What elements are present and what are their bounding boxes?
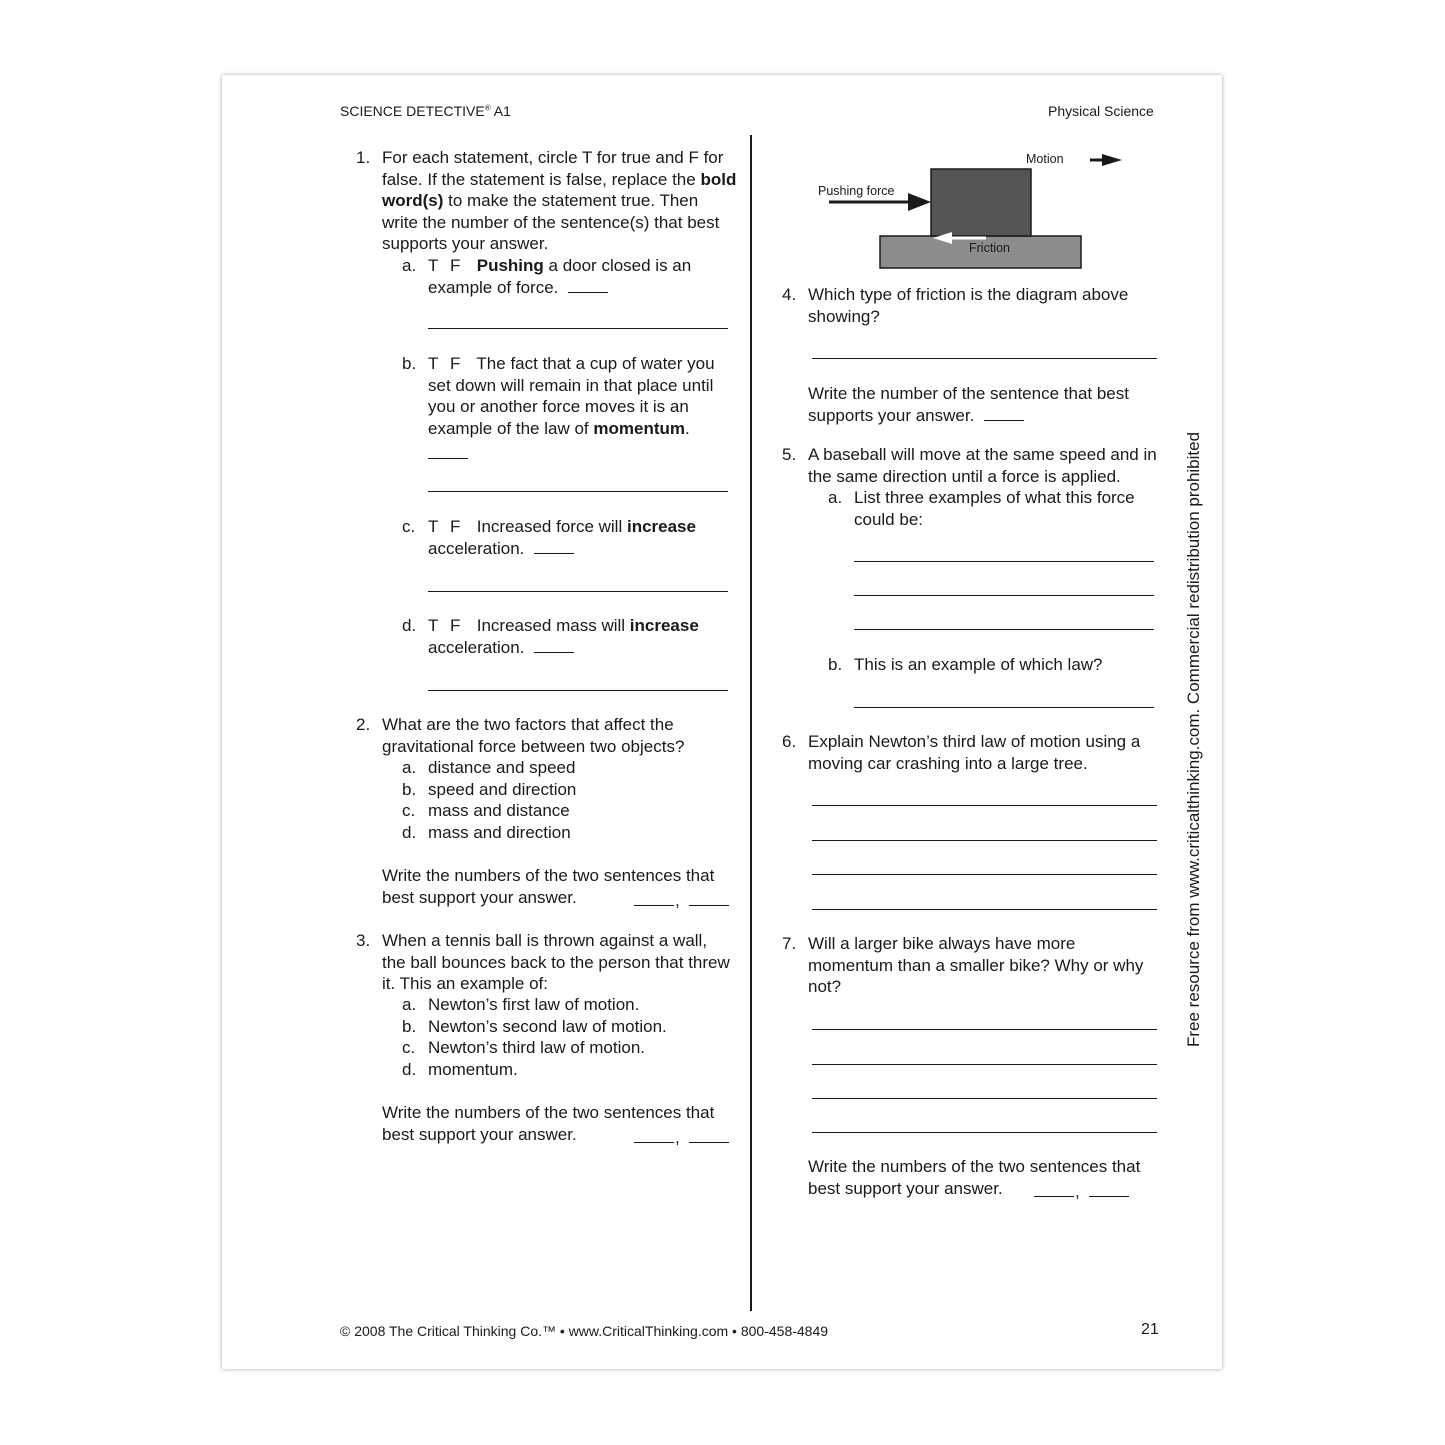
q2-question: What are the two factors that affect the gravitational force between two objects? [382, 715, 685, 756]
q1b-answer-line[interactable] [428, 491, 728, 492]
q1a-false[interactable]: F [450, 256, 461, 275]
copyright-footer: © 2008 The Critical Thinking Co.™ • www.CriticalThinking.com • 800-458-4849 [340, 1323, 829, 1339]
q1-number: 1. [356, 148, 371, 167]
q3b-option[interactable]: Newton’s second law of motion. [428, 1017, 667, 1036]
q7-number: 7. [782, 934, 797, 953]
q3-blank-2[interactable] [689, 1142, 729, 1143]
q7-support-prompt: Write the numbers of the two sentences that [808, 1157, 1141, 1176]
q1d-statement: T F Increased mass will increase acceleration. [428, 616, 699, 657]
q1c-true[interactable]: T [428, 517, 439, 536]
q1b-letter: b. [402, 354, 417, 373]
q1d-answer-line[interactable] [428, 690, 728, 691]
q2c-letter: c. [402, 801, 416, 820]
pushing-force-label: Pushing force [818, 184, 895, 198]
block [931, 169, 1031, 236]
q3a-letter: a. [402, 995, 417, 1014]
q5a-answer-line-2[interactable] [854, 595, 1154, 596]
q5b-answer-line[interactable] [854, 707, 1154, 708]
q6-answer-line-1[interactable] [812, 805, 1157, 806]
q3-number: 3. [356, 931, 371, 950]
q1d-letter: d. [402, 616, 417, 635]
q3c-letter: c. [402, 1038, 416, 1057]
q3b-letter: b. [402, 1017, 417, 1036]
column-divider [750, 135, 752, 1311]
q1c-letter: c. [402, 517, 416, 536]
q3d-option[interactable]: momentum. [428, 1060, 518, 1079]
q5-number: 5. [782, 445, 797, 464]
q1b-sentence-blank[interactable] [428, 458, 468, 459]
q1c-answer-line[interactable] [428, 591, 728, 592]
q1c-statement: T F Increased force will increase acceleration. [428, 517, 696, 558]
q3-question: When a tennis ball is thrown against a wall, the ball bounces back to the person that threw it. This an example of: [382, 931, 730, 994]
q7-answer-line-4[interactable] [812, 1132, 1157, 1133]
q2b-letter: b. [402, 780, 417, 799]
q7-support-prompt-2: best support your answer. [808, 1179, 1003, 1198]
q1a-answer-line[interactable] [428, 328, 728, 329]
q2c-option[interactable]: mass and distance [428, 801, 570, 820]
q2-comma: , [675, 891, 680, 910]
q5a-answer-line-3[interactable] [854, 629, 1154, 630]
q3d-letter: d. [402, 1060, 417, 1079]
subject-title: Physical Science [1048, 103, 1154, 119]
q5a-answer-line-1[interactable] [854, 561, 1154, 562]
q7-blank-2[interactable] [1089, 1196, 1129, 1197]
q5b-letter: b. [828, 655, 843, 674]
series-title: SCIENCE DETECTIVE® A1 [340, 103, 511, 119]
q1b-false[interactable]: F [450, 354, 461, 373]
q3c-option[interactable]: Newton’s third law of motion. [428, 1038, 646, 1057]
worksheet-page [222, 75, 1222, 1369]
q5-question: A baseball will move at the same speed and in the same direction until a force is applied. [808, 445, 1157, 486]
q2d-option[interactable]: mass and direction [428, 823, 571, 842]
q4-answer-line[interactable] [812, 358, 1157, 359]
q7-answer-line-1[interactable] [812, 1029, 1157, 1030]
q2d-letter: d. [402, 823, 417, 842]
q1b-statement: T F The fact that a cup of water you set down will remain in that place until you or another force moves it is an example of the law of momentum. [428, 354, 715, 438]
page-number: 21 [1141, 1321, 1159, 1338]
q2-support-prompt-2: best support your answer. [382, 888, 577, 907]
q1b-true[interactable]: T [428, 354, 439, 373]
q1a-statement: T F Pushing a door closed is an example of force. [428, 256, 692, 297]
q1d-sentence-blank[interactable] [534, 638, 574, 653]
q6-number: 6. [782, 732, 797, 751]
q7-answer-line-2[interactable] [812, 1064, 1157, 1065]
q1a-true[interactable]: T [428, 256, 439, 275]
friction-diagram [812, 145, 1132, 275]
q6-answer-line-4[interactable] [812, 909, 1157, 910]
q1c-sentence-blank[interactable] [534, 539, 574, 554]
q4-question: Which type of friction is the diagram above showing? [808, 285, 1129, 326]
motion-label: Motion [1026, 152, 1064, 166]
q4-number: 4. [782, 285, 797, 304]
q2a-option[interactable]: distance and speed [428, 758, 576, 777]
q3-blank-1[interactable] [634, 1142, 674, 1143]
q3a-option[interactable]: Newton’s first law of motion. [428, 995, 640, 1014]
friction-label: Friction [969, 241, 1010, 255]
q7-question: Will a larger bike always have more momentum than a smaller bike? Why or why not? [808, 934, 1144, 997]
q4-support-prompt: Write the number of the sentence that best supports your answer. [808, 384, 1129, 425]
q1c-false[interactable]: F [450, 517, 461, 536]
redistribution-notice: Free resource from www.criticalthinking.com. Commercial redistribution prohibited [1184, 431, 1203, 1047]
q1a-sentence-blank[interactable] [568, 278, 608, 293]
q3-support-prompt-2: best support your answer. [382, 1125, 577, 1144]
motion-arrowhead [1102, 154, 1122, 166]
q1-instructions: For each statement, circle T for true and F for false. If the statement is false, replace the bold word(s) to make the statement true. Then write the number of the sentence(s) that best supports your answer. [382, 148, 737, 254]
q5a-letter: a. [828, 488, 843, 507]
q6-answer-line-2[interactable] [812, 840, 1157, 841]
q7-answer-line-3[interactable] [812, 1098, 1157, 1099]
pushing-arrowhead [908, 193, 931, 211]
q4-sentence-blank[interactable] [984, 406, 1024, 421]
q1d-true[interactable]: T [428, 616, 439, 635]
q6-question: Explain Newton’s third law of motion using a moving car crashing into a large tree. [808, 732, 1141, 773]
q3-support-prompt: Write the numbers of the two sentences that [382, 1103, 715, 1122]
q2-blank-2[interactable] [689, 905, 729, 906]
q6-answer-line-3[interactable] [812, 874, 1157, 875]
q7-comma: , [1075, 1182, 1080, 1201]
q2b-option[interactable]: speed and direction [428, 780, 577, 799]
q2-blank-1[interactable] [634, 905, 674, 906]
q1a-letter: a. [402, 256, 417, 275]
q7-blank-1[interactable] [1034, 1196, 1074, 1197]
q1d-false[interactable]: F [450, 616, 461, 635]
q2-number: 2. [356, 715, 371, 734]
q3-comma: , [675, 1128, 680, 1147]
q2a-letter: a. [402, 758, 417, 777]
q5b-prompt: This is an example of which law? [854, 655, 1103, 674]
q2-support-prompt: Write the numbers of the two sentences that [382, 866, 715, 885]
q5a-prompt: List three examples of what this force could be: [854, 488, 1135, 529]
